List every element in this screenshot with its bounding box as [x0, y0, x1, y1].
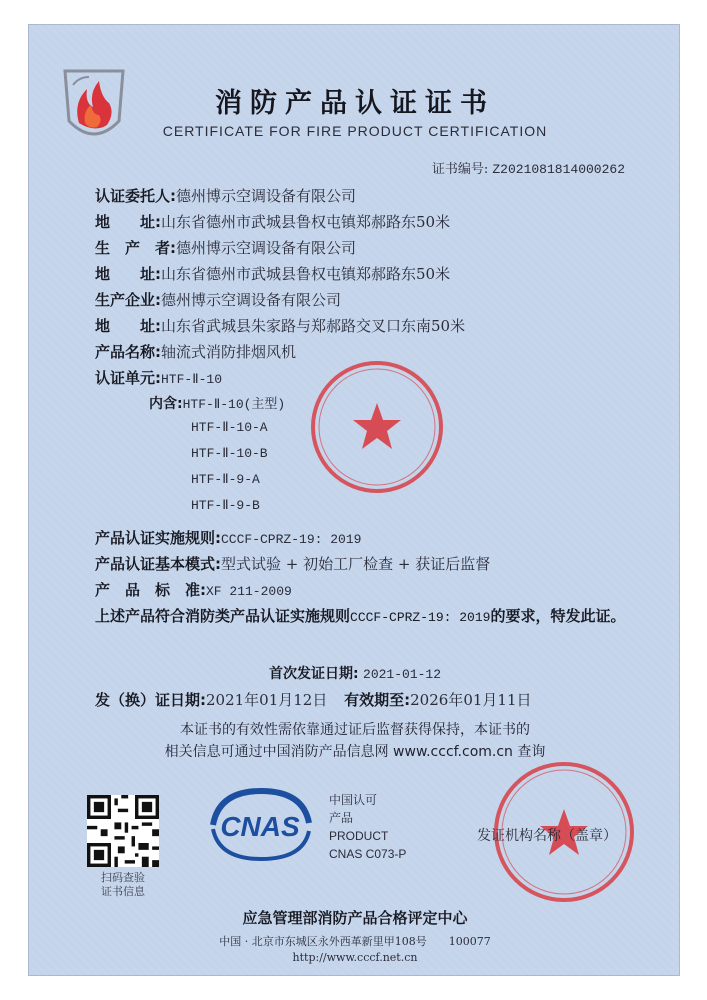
factory-address-value: 山东省武城县朱家路与郑郝路交叉口东南50米 — [161, 317, 466, 335]
producer-address-label: 地 址: — [95, 265, 161, 283]
producer-value: 德州博示空调设备有限公司 — [176, 239, 357, 257]
product-standard-value: XF 211-2009 — [206, 584, 292, 599]
cnas-logo — [205, 785, 315, 865]
certificate-title: 消防产品认证证书 — [215, 88, 495, 119]
product-name-label: 产品名称: — [95, 343, 161, 361]
qr-caption-line: 扫码查验 — [101, 871, 145, 884]
contains-model: HTF-Ⅱ-10-B — [191, 446, 268, 461]
producer-row — [95, 237, 356, 258]
cnas-line: 中国认可 — [329, 793, 378, 807]
qr-caption-line: 证书信息 — [101, 885, 145, 898]
cnas-line: 产品 — [329, 811, 354, 825]
contains-model-row — [191, 419, 268, 435]
first-issue-date — [29, 663, 681, 683]
impl-rule-value: CCCF-CPRZ-19: 2019 — [221, 532, 362, 547]
issuer-seal-label: 发证机构名称（盖章） — [477, 828, 617, 844]
factory-address-label: 地 址: — [95, 317, 161, 335]
product-standard-row — [95, 579, 292, 600]
impl-rule-label: 产品认证实施规则: — [95, 529, 221, 547]
producer-address-value: 山东省德州市武城县鲁权屯镇郑郝路东50米 — [161, 265, 451, 283]
compliance-statement-rule: CCCF-CPRZ-19: 2019 — [350, 610, 491, 625]
impl-rule-row — [95, 527, 361, 548]
product-standard-label: 产 品 标 准: — [95, 581, 206, 599]
certificate-number — [432, 158, 625, 177]
contains-label: 内含: — [149, 396, 183, 412]
manufacturer-seal — [307, 357, 447, 497]
contains-model-row — [191, 497, 260, 513]
client-label: 认证委托人: — [95, 187, 176, 205]
first-issue-value: 2021-01-12 — [363, 667, 442, 682]
cnas-logo-text: CNAS — [220, 811, 300, 842]
basic-mode-value: 型式试验 + 初始工厂检查 + 获证后监督 — [221, 555, 491, 573]
first-issue-label: 首次发证日期: — [268, 666, 359, 682]
contains-model-row — [191, 471, 260, 487]
cnas-line: CNAS C073-P — [329, 847, 407, 861]
client-address-value: 山东省德州市武城县鲁权屯镇郑郝路东50米 — [161, 213, 451, 231]
cert-unit-row — [95, 367, 222, 388]
producer-label: 生 产 者: — [95, 239, 176, 257]
product-name-value: 轴流式消防排烟风机 — [161, 343, 297, 361]
factory-label: 生产企业: — [95, 291, 161, 309]
cert-unit-value: HTF-Ⅱ-10 — [161, 372, 223, 387]
certificate-sheet — [28, 24, 680, 976]
cert-unit-label: 认证单元: — [95, 369, 161, 387]
factory-row — [95, 289, 341, 310]
contains-model: HTF-Ⅱ-9-B — [191, 498, 260, 513]
issue-date-value: 2021年01月12日 — [206, 691, 328, 709]
client-value: 德州博示空调设备有限公司 — [176, 187, 357, 205]
validity-note-line1: 本证书的有效性需依靠通过证后监督获得保持，本证书的 — [180, 722, 530, 738]
product-name-row — [95, 341, 296, 362]
contains-model: HTF-Ⅱ-10-A — [191, 420, 268, 435]
qr-code[interactable] — [87, 795, 159, 867]
cnas-accreditation-text — [329, 791, 406, 863]
validity-note-line2: 相关信息可通过中国消防产品信息网 www.cccf.com.cn 查询 — [164, 744, 546, 760]
cnas-line: PRODUCT — [329, 829, 389, 843]
producer-address-row — [95, 263, 450, 284]
factory-value: 德州博示空调设备有限公司 — [161, 291, 342, 309]
issue-date-row — [95, 689, 532, 710]
qr-caption — [87, 871, 159, 899]
client-address-row — [95, 211, 450, 232]
client-address-label: 地 址: — [95, 213, 161, 231]
contains-model: HTF-Ⅱ-9-A — [191, 472, 260, 487]
basic-mode-row — [95, 553, 490, 574]
client-row — [95, 185, 356, 206]
issue-date-label: 发（换）证日期: — [95, 691, 206, 709]
expiry-value: 2026年01月11日 — [410, 691, 532, 709]
certificate-number-label: 证书编号: — [431, 162, 489, 177]
factory-address-row — [95, 315, 465, 336]
contains-model: HTF-Ⅱ-10(主型) — [182, 397, 286, 412]
basic-mode-label: 产品认证基本模式: — [95, 555, 221, 573]
organization-address: 中国 · 北京市东城区永外西革新里甲108号 100077 — [219, 935, 491, 948]
compliance-statement-text: 上述产品符合消防类产品认证实施规则 — [95, 607, 351, 625]
contains-model-row — [191, 445, 268, 461]
certificate-title-english: CERTIFICATE FOR FIRE PRODUCT CERTIFICATION — [162, 123, 548, 139]
compliance-statement-text-end: 的要求，特发此证。 — [490, 607, 626, 625]
issuing-organization: 应急管理部消防产品合格评定中心 — [242, 909, 468, 927]
compliance-statement — [95, 603, 655, 631]
expiry-label: 有效期至: — [344, 691, 411, 709]
organization-website[interactable]: http://www.cccf.net.cn — [292, 951, 418, 964]
certificate-number-value: Z2021081814000262 — [492, 162, 625, 177]
contains-row — [149, 393, 285, 413]
